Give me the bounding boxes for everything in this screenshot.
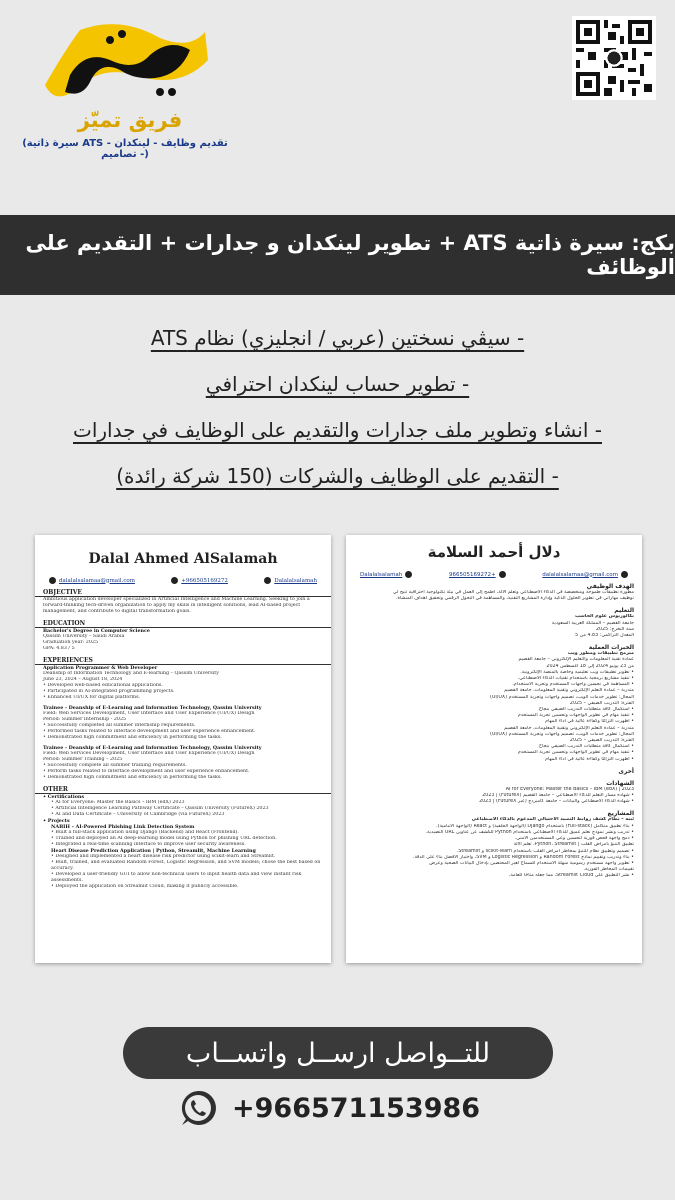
- email-icon: [621, 571, 628, 578]
- section-heading: EDUCATION: [35, 620, 331, 628]
- cv-line: • المساهمة في تحسين واجهات المستخدم وتجربة الاستخدام.: [512, 682, 634, 688]
- whatsapp-cta-button[interactable]: للتــواصل ارســل واتســاب: [123, 1027, 553, 1079]
- cv-line: Deanship of Information Technology and E-learning – Qassim University: [43, 671, 219, 676]
- cv-line: • Integrated a real-time scanning interface to improve user security awareness.: [51, 842, 246, 847]
- linkedin-icon: [405, 571, 412, 578]
- section-heading: EXPERIENCES: [35, 657, 331, 665]
- cv-line: • أظهرت التزامًا وكفاءة عالية في أداء المهام: [545, 719, 634, 725]
- cv-line: • تطوير تطبيقات ويب تعليمية وخاصة بالمنصة الإلكترونية.: [520, 669, 634, 675]
- section-heading: OBJECTIVE: [35, 589, 331, 597]
- cv-line: • تنفيذ مهام في تطوير الواجهات وتحسين تجربة المستخدم: [517, 713, 634, 719]
- phone-icon: [171, 577, 178, 584]
- cv-line: June 23, 2024 – August 18, 2024: [43, 677, 123, 682]
- cv-line: المجال: تطوير خدمات الويب، تصميم واجهات وتجربة المستخدم (UI/UX): [489, 694, 634, 700]
- cv-line: • بناء تطبيق متكامل (Full-stack) باستخدام Django (الواجهة الخلفية) و React (الواجهة الأمامية).: [436, 823, 634, 829]
- cv-line: توظيف مهاراتي في تطوير الحلول الذكية وإدارة المشاريع التقنية، والمساهمة في التحول الرقمي وتحقيق أهداف المنشأة.: [395, 596, 634, 602]
- cv-line: accuracy.: [51, 866, 74, 871]
- cv-line: بكالوريوس علوم الحاسب: [575, 614, 634, 620]
- cv-line: • Successfully completed all summer internship requirements.: [43, 723, 196, 728]
- cv-line: • تنفيذ مهام في تطوير الواجهات وتحسين تجربة المستخدم: [517, 750, 634, 756]
- section-heading: الشهادات: [606, 779, 634, 787]
- education-block: [35, 628, 331, 652]
- goal-text: [346, 590, 642, 602]
- cv-line: • Developed a user-friendly GUI to allow non-technical users to input health data and view instant risk: [51, 872, 302, 877]
- cv-line: • Performed tasks related to interface development and user experience enhancement.: [43, 729, 256, 734]
- cv-line: جامعة القصيم – المملكة العربية السعودية: [551, 620, 634, 626]
- phone-row: [178, 1085, 480, 1131]
- cv-line: • تنفيذ مشاريع برمجية باستخدام تقنيات الذكاء الاصطناعي.: [517, 676, 634, 682]
- cv-line: المجال: تطوير خدمات الويب، تصميم واجهات وتجربة المستخدم (UI/UX): [489, 731, 634, 737]
- cv-line: • Developed web-based educational applications.: [43, 683, 163, 688]
- cv-line: • AI for Everyone: Master the Basics – IBM (edX) 2023: [51, 800, 185, 805]
- cv-line: • Artificial Intelligence Learning Pathway Certificate – Qassim University (FutureX) 2023: [51, 806, 269, 811]
- cv-line: • أظهرت التزامًا وكفاءة عالية في أداء المهام: [545, 756, 634, 762]
- feature-list: [40, 315, 635, 499]
- cv-line: • Trained and deployed an AI deep-learning model using Python for phishing URL detection.: [51, 836, 277, 841]
- cv-line: نُبيه – نظام كشف روابط التصيد الاحتيالي المدعوم بالذكاء الاصطناعي: [471, 817, 634, 823]
- cv-line: تطبيق التنبؤ بأمراض القلب | Python، Streamlit، تعلم الآلة: [513, 842, 634, 848]
- cv-line: • تطوير واجهة مستخدم رسومية سهلة الاستخدام للسماح لغير المختصين بإدخال البيانات الصحية وعرض: [429, 860, 634, 866]
- experience-block: [35, 665, 331, 701]
- cv-line: تقييمات المخاطر الفورية.: [583, 867, 634, 873]
- section-heading: المشاريع: [607, 810, 634, 818]
- section-heading: التعليم: [614, 607, 634, 615]
- cv-line: • استكمال كافة متطلبات التدريب الصيفي بنجاح: [538, 744, 634, 750]
- cv-line: • Enhanced UI/UX for digital platforms.: [43, 695, 141, 700]
- cv-line: • شهادة الذكاء الاصطناعي والبيانات – جامعة كامبردج (عبر FutureX) | 2023: [479, 799, 634, 805]
- cv-line: Heart Disease Prediction Application | Python, Streamlit, Machine Learning: [51, 848, 256, 854]
- cv-line: • نشر التطبيق على Streamlit Cloud، مما جعله متاحًا للعامة.: [508, 873, 634, 879]
- section-heading: الخبرات العملية: [588, 644, 634, 652]
- cv-line: Period: Summer Internship - 2025: [43, 717, 127, 722]
- cv-english-preview: [35, 535, 331, 963]
- cv-contact-row: [35, 577, 331, 584]
- cv-line: • استكمال كافة متطلبات التدريب الصيفي بنجاح: [538, 707, 634, 713]
- cv-line: • AI and Data Certificate – University of Cambridge (via FutureX) 2023: [51, 812, 225, 817]
- cv-arabic-preview: [346, 535, 642, 963]
- section-heading: أخرى: [618, 767, 634, 775]
- cv-line: مبرمج تطبيقات ومطور ويب: [567, 651, 634, 657]
- cv-line: متدربة – عمادة التعلم الإلكتروني وتقنية المعلومات، جامعة القصيم: [504, 725, 634, 731]
- logo-mark-icon: [40, 20, 210, 110]
- cv-line: management, and contribute to digital transformation goals.: [43, 609, 191, 614]
- cv-line: • Certifications: [43, 794, 85, 800]
- section-heading: الهدف الوظيفي: [586, 583, 634, 590]
- cv-line: • Demonstrated high commitment and efficiency in performing the tasks.: [43, 735, 222, 740]
- experience-block: [346, 651, 642, 763]
- cv-line: Trainee - Deanship of E-Learning and Information Technology, Qassim University: [43, 705, 262, 711]
- experience-block: [35, 705, 331, 741]
- cv-line: assessments.: [51, 878, 83, 883]
- feature-item: - التقديم على الوظايف والشركات (150 شركة رائدة): [116, 464, 559, 488]
- objective-text: [35, 597, 331, 615]
- cv-line: GPA: 4.83 / 5: [43, 646, 75, 651]
- projects-block: [35, 818, 331, 890]
- whatsapp-phone-number[interactable]: +966571153986: [232, 1092, 481, 1124]
- cv-line: • شهادة مسار التعلم للذكاء الاصطناعي – جامعة القصيم (FutureX) | 2023: [482, 793, 634, 799]
- cv-line: AI for Everyone: Master the Basics – IBM (edX) | 2023: [505, 786, 634, 792]
- cv-line: • دمج واجهة فحص فورية لتحسين وعي المستخدمين الأمني.: [514, 836, 634, 842]
- linkedin-link[interactable]: Dalalalsalamah: [360, 571, 412, 578]
- cv-line: • Built, trained, and evaluated Random Forest, Logistic Regression, and SVM models; chose the best based on: [51, 860, 321, 865]
- phone-icon: [499, 571, 506, 578]
- cv-name: Dalal Ahmed AlSalamah: [88, 551, 278, 567]
- cv-line: • Successfully complete all summer training requirements.: [43, 763, 187, 768]
- cv-line: • تصميم وتطبيق نظام للتنبؤ بمخاطر أمراض القلب باستخدام scikit-learn و Streamlit.: [456, 848, 634, 854]
- feature-item: - سيڤي نسختين (عربي / انجليزي) نظام ATS: [150, 326, 525, 350]
- cv-line: عمادة تقنية المعلومات والتعليم الإلكتروني – جامعة القصيم: [518, 657, 634, 663]
- cv-line: • تدريب ونشر نموذج تعلم عميق للذكاء الاصطناعي باستخدام Python للكشف عن عناوين URL التصيدية.: [425, 829, 634, 835]
- cv-line: • Participated in AI-integrated programming projects.: [43, 689, 175, 694]
- cv-line: Bachelor's Degree in Computer Science: [43, 628, 150, 634]
- cv-line: الفترة: التدريب الصيفي – 2025: [569, 738, 634, 744]
- cv-line: • Perform tasks related to interface development and user experience enhancement.: [43, 769, 250, 774]
- cv-line: Qassim University – Saudi Arabia: [43, 634, 125, 639]
- feature-item: - تطوير حساب لينكدان احترافي: [205, 372, 470, 396]
- cv-line: Ambitious application developer specialized in Artificial Intelligence and Machine Learning. Seeking to join a: [43, 597, 310, 602]
- projects-block: [346, 817, 642, 879]
- cv-line: • Projects: [43, 818, 70, 824]
- cv-line: سنة التخرج: 2025: [595, 626, 634, 632]
- whatsapp-icon[interactable]: [178, 1088, 218, 1128]
- cv-name: دلال أحمد السلامة: [427, 543, 561, 561]
- cv-line: Period: Summer Training – 2025: [43, 757, 123, 762]
- cv-line: Trainee - Deanship of E-Learning and Information Technology, Qassim University: [43, 745, 262, 751]
- cv-line: المعدل التراكمي: 4.83 من 5: [575, 633, 634, 639]
- cv-line: • Deployed the application on Streamlit Cloud, making it publicly accessible.: [51, 884, 239, 889]
- education-block: [346, 614, 642, 639]
- phone-link[interactable]: +966505169272: [449, 571, 506, 578]
- email-link[interactable]: dalalalsalamaa@gmail.com: [542, 571, 628, 578]
- logo-tagline: (سيرة ذاتية ATS - تقديم وظايف - لينكدان - تصاميم): [22, 138, 228, 160]
- cv-line: Application Programmer & Web Developer: [43, 665, 158, 671]
- qr-code-icon[interactable]: [572, 16, 656, 100]
- phone-link[interactable]: +966505169272: [171, 577, 228, 584]
- certifications-block: [35, 794, 331, 818]
- cv-line: Field: Web Services Development, User Interface and User Experience (UI/UX) Design: [43, 751, 255, 756]
- cv-line: • Built a full-stack application using Django (Backend) and React (Frontend).: [51, 830, 239, 835]
- cv-line: • Designed and implemented a heart disease risk predictor using scikit-learn and Streamlit.: [51, 854, 276, 859]
- linkedin-icon: [264, 577, 271, 584]
- cv-line: NABIH – AI-Powered Phishing Link Detection System: [51, 824, 195, 830]
- cv-line: مطورة تطبيقات طموحة ومتخصصة في الذكاء الاصطناعي وتعلم الآلة، أطمح إلى العمل في بيئة تكنولوجية احترافية تتيح لي: [392, 590, 634, 595]
- experience-block: [35, 745, 331, 781]
- cv-line: الفترة: التدريب الصيفي – 2025: [569, 700, 634, 706]
- package-banner: بكج: سيرة ذاتية ATS + تطوير لينكدان و جدارات + التقديم على الوظائف: [0, 215, 675, 295]
- cv-contact-row: [346, 571, 642, 578]
- feature-item: - انشاء وتطوير ملف جدارات والتقديم على الوظايف في جدارات: [73, 418, 602, 442]
- section-heading: OTHER: [35, 786, 331, 794]
- team-name: فريق تميّز: [77, 108, 183, 132]
- certifications-block: [346, 787, 642, 806]
- cv-line: Field: Web Services Development, User Interface and User Experience (UI/UX) Design: [43, 711, 255, 716]
- email-link[interactable]: dalalalsalamaa@gmail.com: [49, 577, 135, 584]
- cv-line: متدربة – عمادة التعلم الإلكتروني وتقنية المعلومات، جامعة القصيم: [504, 688, 634, 694]
- cv-line: Graduation year: 2025: [43, 640, 99, 645]
- brand-logo: [20, 20, 230, 160]
- cv-line: • Demonstrated high commitment and efficiency in performing the tasks.: [43, 775, 222, 780]
- cv-line: من 23 يونيو 2024 إلى 18 أغسطس 2024: [546, 663, 634, 669]
- cv-line: forward-thinking tech-driven organization to apply my skills in intelligent solutions, lead AI-based project: [43, 603, 301, 608]
- cv-line: • بناء وتدريب وتقييم نماذج Random Forest و Logistic Regression و SVM، واختيار الأفضل بناءً على الدقة.: [412, 854, 634, 860]
- email-icon: [49, 577, 56, 584]
- linkedin-link[interactable]: Dalalalsalamah: [264, 577, 317, 584]
